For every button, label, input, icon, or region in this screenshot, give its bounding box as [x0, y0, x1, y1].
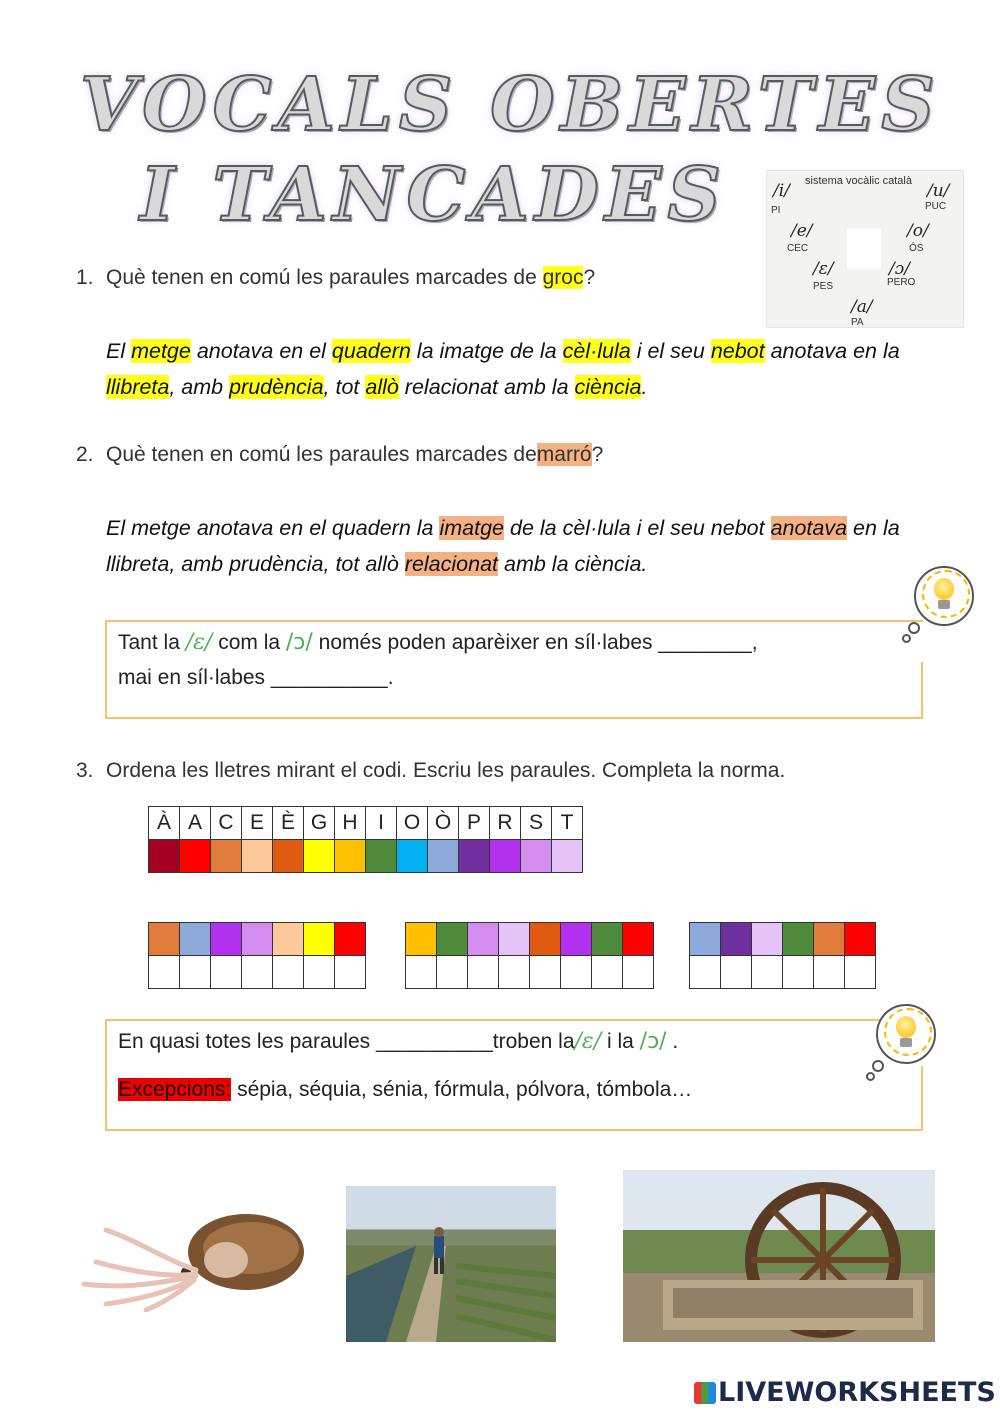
word-letter-input[interactable] — [468, 956, 499, 989]
highlighted-word-brown: anotava — [770, 516, 848, 540]
highlighted-word-yellow: llibreta — [106, 375, 170, 399]
word-color-cell — [752, 923, 783, 956]
word-color-cell — [592, 923, 623, 956]
word-letter-input[interactable] — [149, 956, 180, 989]
code-color-14 — [552, 840, 583, 873]
liveworksheets-logo-icon — [694, 1382, 716, 1404]
code-letter-5: È — [273, 807, 304, 840]
code-letter-10: Ò — [428, 807, 459, 840]
sentence-text: . — [641, 375, 648, 399]
word-letter-input[interactable] — [752, 956, 783, 989]
word-letter-input[interactable] — [335, 956, 366, 989]
vowel-system-figure — [766, 170, 964, 328]
word-letter-input[interactable] — [814, 956, 845, 989]
word-color-cell — [721, 923, 752, 956]
sentence-text: , tot — [323, 375, 366, 399]
code-color-13 — [521, 840, 552, 873]
word-color-cell — [845, 923, 876, 956]
code-letter-8: I — [366, 807, 397, 840]
sentence-text: , amb — [169, 375, 230, 399]
word-letter-input[interactable] — [242, 956, 273, 989]
code-color-4 — [242, 840, 273, 873]
word-color-cell — [149, 923, 180, 956]
code-letter-14: T — [552, 807, 583, 840]
word-color-cell — [814, 923, 845, 956]
word-color-cell — [499, 923, 530, 956]
vowel-e-example: CEC — [787, 243, 809, 254]
highlighted-word-yellow: metge — [131, 339, 191, 363]
cuttlefish-image — [76, 1200, 306, 1312]
code-letter-1: À — [149, 807, 180, 840]
word-puzzle-1 — [148, 922, 366, 989]
code-letter-12: R — [490, 807, 521, 840]
question-3: 3. Ordena les lletres mirant el codi. Escriu les paraules. Completa la norma. — [76, 759, 786, 782]
word-color-cell — [623, 923, 654, 956]
word-letter-input[interactable] — [690, 956, 721, 989]
word-letter-input[interactable] — [499, 956, 530, 989]
vowel-open-o: /ɔ/ — [889, 259, 910, 279]
sentence-text: anotava en la — [764, 339, 900, 363]
highlight-marro: marró — [536, 443, 592, 466]
code-letter-3: C — [211, 807, 242, 840]
vowel-e: /e/ — [791, 221, 813, 241]
sentence-text: El metge anotava en el quadern la — [106, 516, 440, 540]
phoneme-open-e: /ɛ/ — [574, 1029, 602, 1054]
code-letter-4: E — [242, 807, 273, 840]
highlighted-word-yellow: prudència — [229, 375, 324, 399]
vowel-i: /i/ — [773, 181, 790, 201]
word-letter-input[interactable] — [721, 956, 752, 989]
highlight-groc: groc — [542, 266, 584, 289]
highlighted-word-brown: imatge — [439, 516, 505, 540]
word-letter-input[interactable] — [180, 956, 211, 989]
vowel-system-caption: sistema vocàlic català — [805, 175, 912, 187]
sentence-1 — [106, 333, 906, 405]
vowel-u: /u/ — [927, 181, 950, 201]
sinia-waterwheel-image — [623, 1170, 935, 1342]
vowel-open-e-example: PES — [813, 281, 834, 292]
vowel-open-e: /ɛ/ — [813, 259, 834, 279]
word-color-cell — [242, 923, 273, 956]
word-color-cell — [335, 923, 366, 956]
question-2: 2. Què tenen en comú les paraules marcades demarró? — [76, 443, 604, 466]
page-title-line-1: VOCALS OBERTES — [80, 62, 941, 148]
sentence-text: El — [106, 339, 132, 363]
vowel-a-example: PA — [851, 317, 864, 328]
code-color-12 — [490, 840, 521, 873]
sentence-text: en la llibreta, amb prudència, tot allò — [106, 516, 900, 576]
word-letter-input[interactable] — [530, 956, 561, 989]
vowel-i-example: PI — [771, 205, 781, 216]
code-color-1 — [149, 840, 180, 873]
lightbulb-icon — [876, 1004, 936, 1064]
sentence-text: relacionat amb la — [398, 375, 575, 399]
rule-1-line-2: mai en síl·labes __________. — [118, 666, 394, 689]
word-color-cell — [468, 923, 499, 956]
word-color-cell — [561, 923, 592, 956]
word-color-cell — [180, 923, 211, 956]
vowel-a: /a/ — [851, 297, 873, 317]
exceptions-label: Excepcions: — [118, 1078, 232, 1101]
vowel-open-o-example: PERO — [887, 277, 916, 288]
code-letter-13: S — [521, 807, 552, 840]
code-color-3 — [211, 840, 242, 873]
page-title-line-2: I TANCADES — [140, 152, 727, 238]
word-color-cell — [437, 923, 468, 956]
sentence-text: la imatge de la — [410, 339, 563, 363]
sentence-2 — [106, 510, 906, 582]
code-letter-11: P — [459, 807, 490, 840]
sentence-text: de la cèl·lula i el seu nebot — [504, 516, 771, 540]
code-color-7 — [335, 840, 366, 873]
word-color-cell — [211, 923, 242, 956]
liveworksheets-logo[interactable]: LIVEWORKSHEETS — [694, 1377, 996, 1408]
code-letter-9: O — [397, 807, 428, 840]
highlighted-word-brown: relacionat — [404, 552, 499, 576]
phoneme-open-o: /ɔ/ — [639, 1029, 667, 1054]
word-letter-input[interactable] — [211, 956, 242, 989]
code-color-9 — [397, 840, 428, 873]
phoneme-open-o: /ɔ/ — [285, 630, 313, 655]
code-letter-2: A — [180, 807, 211, 840]
code-color-2 — [180, 840, 211, 873]
code-letter-6: G — [304, 807, 335, 840]
code-color-11 — [459, 840, 490, 873]
word-color-cell — [304, 923, 335, 956]
word-letter-input[interactable] — [561, 956, 592, 989]
sequia-field-image — [346, 1186, 556, 1342]
code-color-6 — [304, 840, 335, 873]
word-letter-input[interactable] — [406, 956, 437, 989]
word-letter-input[interactable] — [437, 956, 468, 989]
question-1: 1. Què tenen en comú les paraules marcades de groc? — [76, 266, 596, 289]
word-color-cell — [530, 923, 561, 956]
vowel-u-example: PUC — [925, 201, 947, 212]
word-letter-input[interactable] — [623, 956, 654, 989]
lightbulb-icon — [914, 566, 974, 626]
sentence-text: amb la ciència. — [498, 552, 648, 576]
word-color-cell — [783, 923, 814, 956]
word-letter-input[interactable] — [845, 956, 876, 989]
vowel-o-example: ÓS — [909, 243, 924, 254]
rule-1-line-1: Tant la /ɛ/ com la /ɔ/ només poden aparèixer en síl·labes ________, — [118, 630, 758, 655]
highlighted-word-yellow: cèl·lula — [562, 339, 631, 363]
code-color-10 — [428, 840, 459, 873]
word-puzzle-2 — [405, 922, 654, 989]
word-puzzle-3 — [689, 922, 876, 989]
vowel-o: /o/ — [907, 221, 929, 241]
highlighted-word-yellow: ciència — [574, 375, 642, 399]
word-letter-input[interactable] — [304, 956, 335, 989]
word-letter-input[interactable] — [592, 956, 623, 989]
code-color-5 — [273, 840, 304, 873]
word-color-cell — [273, 923, 304, 956]
word-color-cell — [690, 923, 721, 956]
code-color-8 — [366, 840, 397, 873]
sentence-text: anotava en el — [190, 339, 332, 363]
highlighted-word-yellow: quadern — [331, 339, 411, 363]
highlighted-word-yellow: allò — [365, 375, 399, 399]
highlighted-word-yellow: nebot — [710, 339, 765, 363]
rule-2-line-1: En quasi totes les paraules __________troben la/ɛ/ i la /ɔ/ . — [118, 1029, 679, 1054]
word-letter-input[interactable] — [783, 956, 814, 989]
sentence-text: i el seu — [630, 339, 711, 363]
word-letter-input[interactable] — [273, 956, 304, 989]
word-color-cell — [406, 923, 437, 956]
code-letter-7: H — [335, 807, 366, 840]
color-code-table — [148, 806, 583, 873]
phoneme-open-e: /ɛ/ — [185, 630, 213, 655]
rule-2-exceptions: Excepcions: sépia, séquia, sénia, fórmula, pólvora, tómbola… — [118, 1078, 693, 1101]
